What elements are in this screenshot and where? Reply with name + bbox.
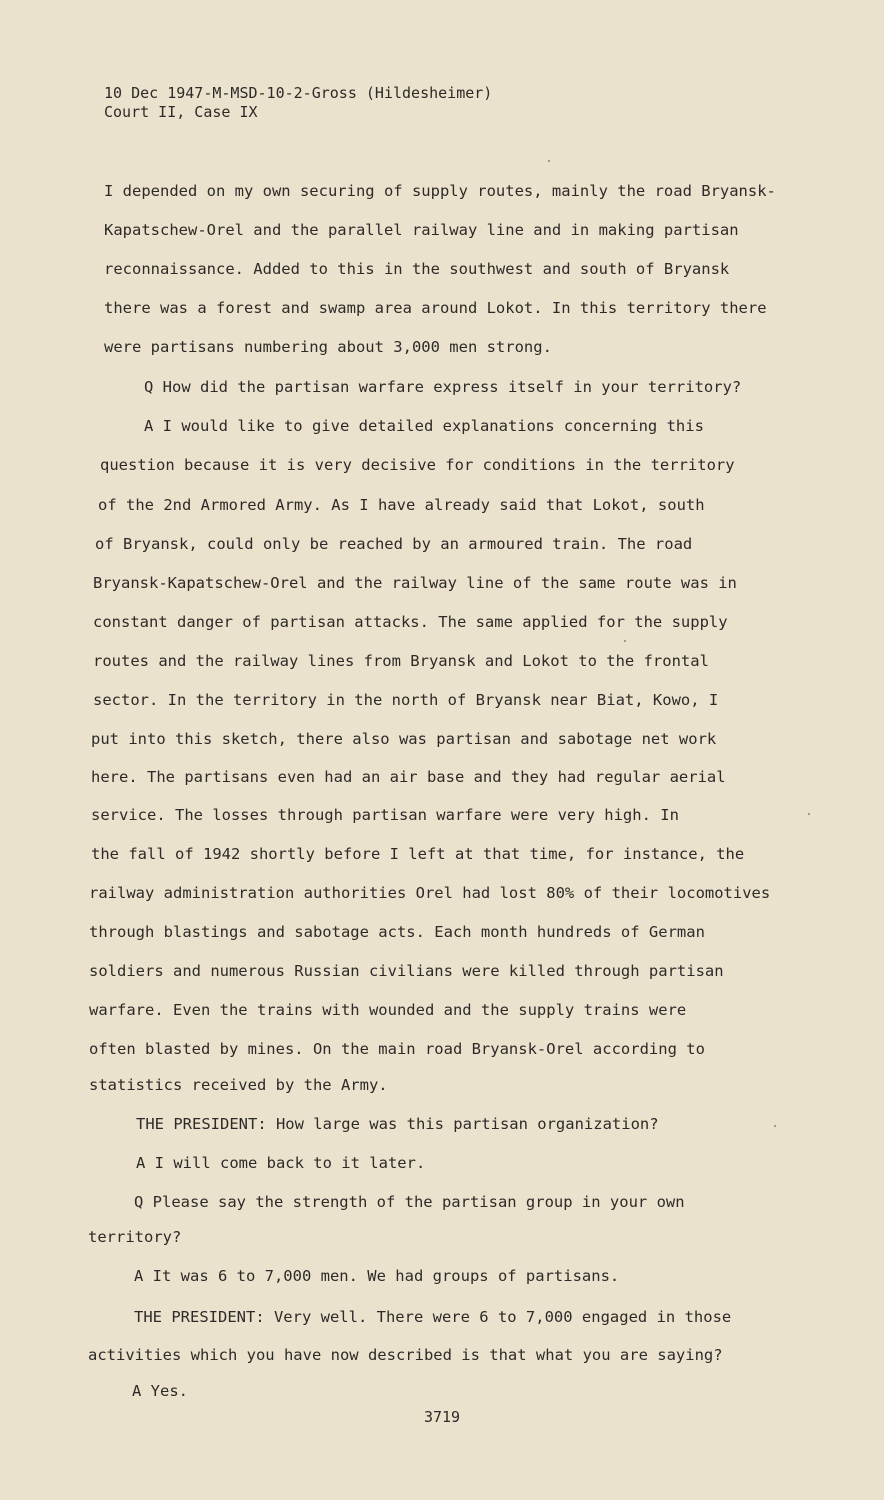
text-line: soldiers and numerous Russian civilians were killed through partisan [89, 962, 724, 980]
text-line: here. The partisans even had an air base and they had regular aerial [91, 768, 726, 786]
text-line: the fall of 1942 shortly before I left at that time, for instance, the [91, 845, 745, 863]
paper-speck [808, 813, 810, 815]
text-line: territory? [88, 1228, 182, 1246]
text-line: activities which you have now described is that what you are saying? [88, 1346, 723, 1364]
text-line: Bryansk-Kapatschew-Orel and the railway line of the same route was in [93, 574, 737, 592]
paper-speck [624, 640, 626, 642]
text-line: THE PRESIDENT: Very well. There were 6 to 7,000 engaged in those [134, 1308, 732, 1326]
text-line: I depended on my own securing of supply routes, mainly the road Bryansk- [104, 182, 776, 200]
text-line: of Bryansk, could only be reached by an armoured train. The road [95, 535, 693, 553]
text-line: service. The losses through partisan warfare were very high. In [91, 806, 679, 824]
text-line: statistics received by the Army. [89, 1076, 388, 1094]
text-line: A I would like to give detailed explanations concerning this [144, 417, 704, 435]
text-line: Q Please say the strength of the partisan group in your own [134, 1193, 685, 1211]
text-line: constant danger of partisan attacks. The same applied for the supply [93, 613, 728, 631]
text-line: reconnaissance. Added to this in the southwest and south of Bryansk [104, 260, 730, 278]
header-line-1: 10 Dec 1947-M-MSD-10-2-Gross (Hildesheimer) [104, 84, 493, 102]
text-line: railway administration authorities Orel had lost 80% of their locomotives [89, 884, 771, 902]
paper-speck [548, 160, 550, 162]
text-line: often blasted by mines. On the main road Bryansk-Orel according to [89, 1040, 705, 1058]
text-line: A Yes. [132, 1382, 188, 1400]
text-line: put into this sketch, there also was partisan and sabotage net work [91, 730, 717, 748]
text-line: were partisans numbering about 3,000 men strong. [104, 338, 552, 356]
text-line: Kapatschew-Orel and the parallel railway line and in making partisan [104, 221, 739, 239]
text-line: A It was 6 to 7,000 men. We had groups of partisans. [134, 1267, 620, 1285]
text-line: through blastings and sabotage acts. Each month hundreds of German [89, 923, 705, 941]
text-line: there was a forest and swamp area around Lokot. In this territory there [104, 299, 767, 317]
page-number: 3719 [423, 1408, 461, 1426]
header-line-2: Court II, Case IX [104, 103, 258, 121]
text-line: question because it is very decisive for conditions in the territory [100, 456, 735, 474]
text-line: Q How did the partisan warfare express itself in your territory? [144, 378, 742, 396]
text-line: A I will come back to it later. [136, 1154, 426, 1172]
paper-speck [774, 1125, 776, 1127]
text-line: THE PRESIDENT: How large was this partisan organization? [136, 1115, 659, 1133]
text-line: routes and the railway lines from Bryansk and Lokot to the frontal [93, 652, 709, 670]
text-line: of the 2nd Armored Army. As I have already said that Lokot, south [98, 496, 705, 514]
text-line: sector. In the territory in the north of Bryansk near Biat, Kowo, I [93, 691, 719, 709]
text-line: warfare. Even the trains with wounded and the supply trains were [89, 1001, 687, 1019]
